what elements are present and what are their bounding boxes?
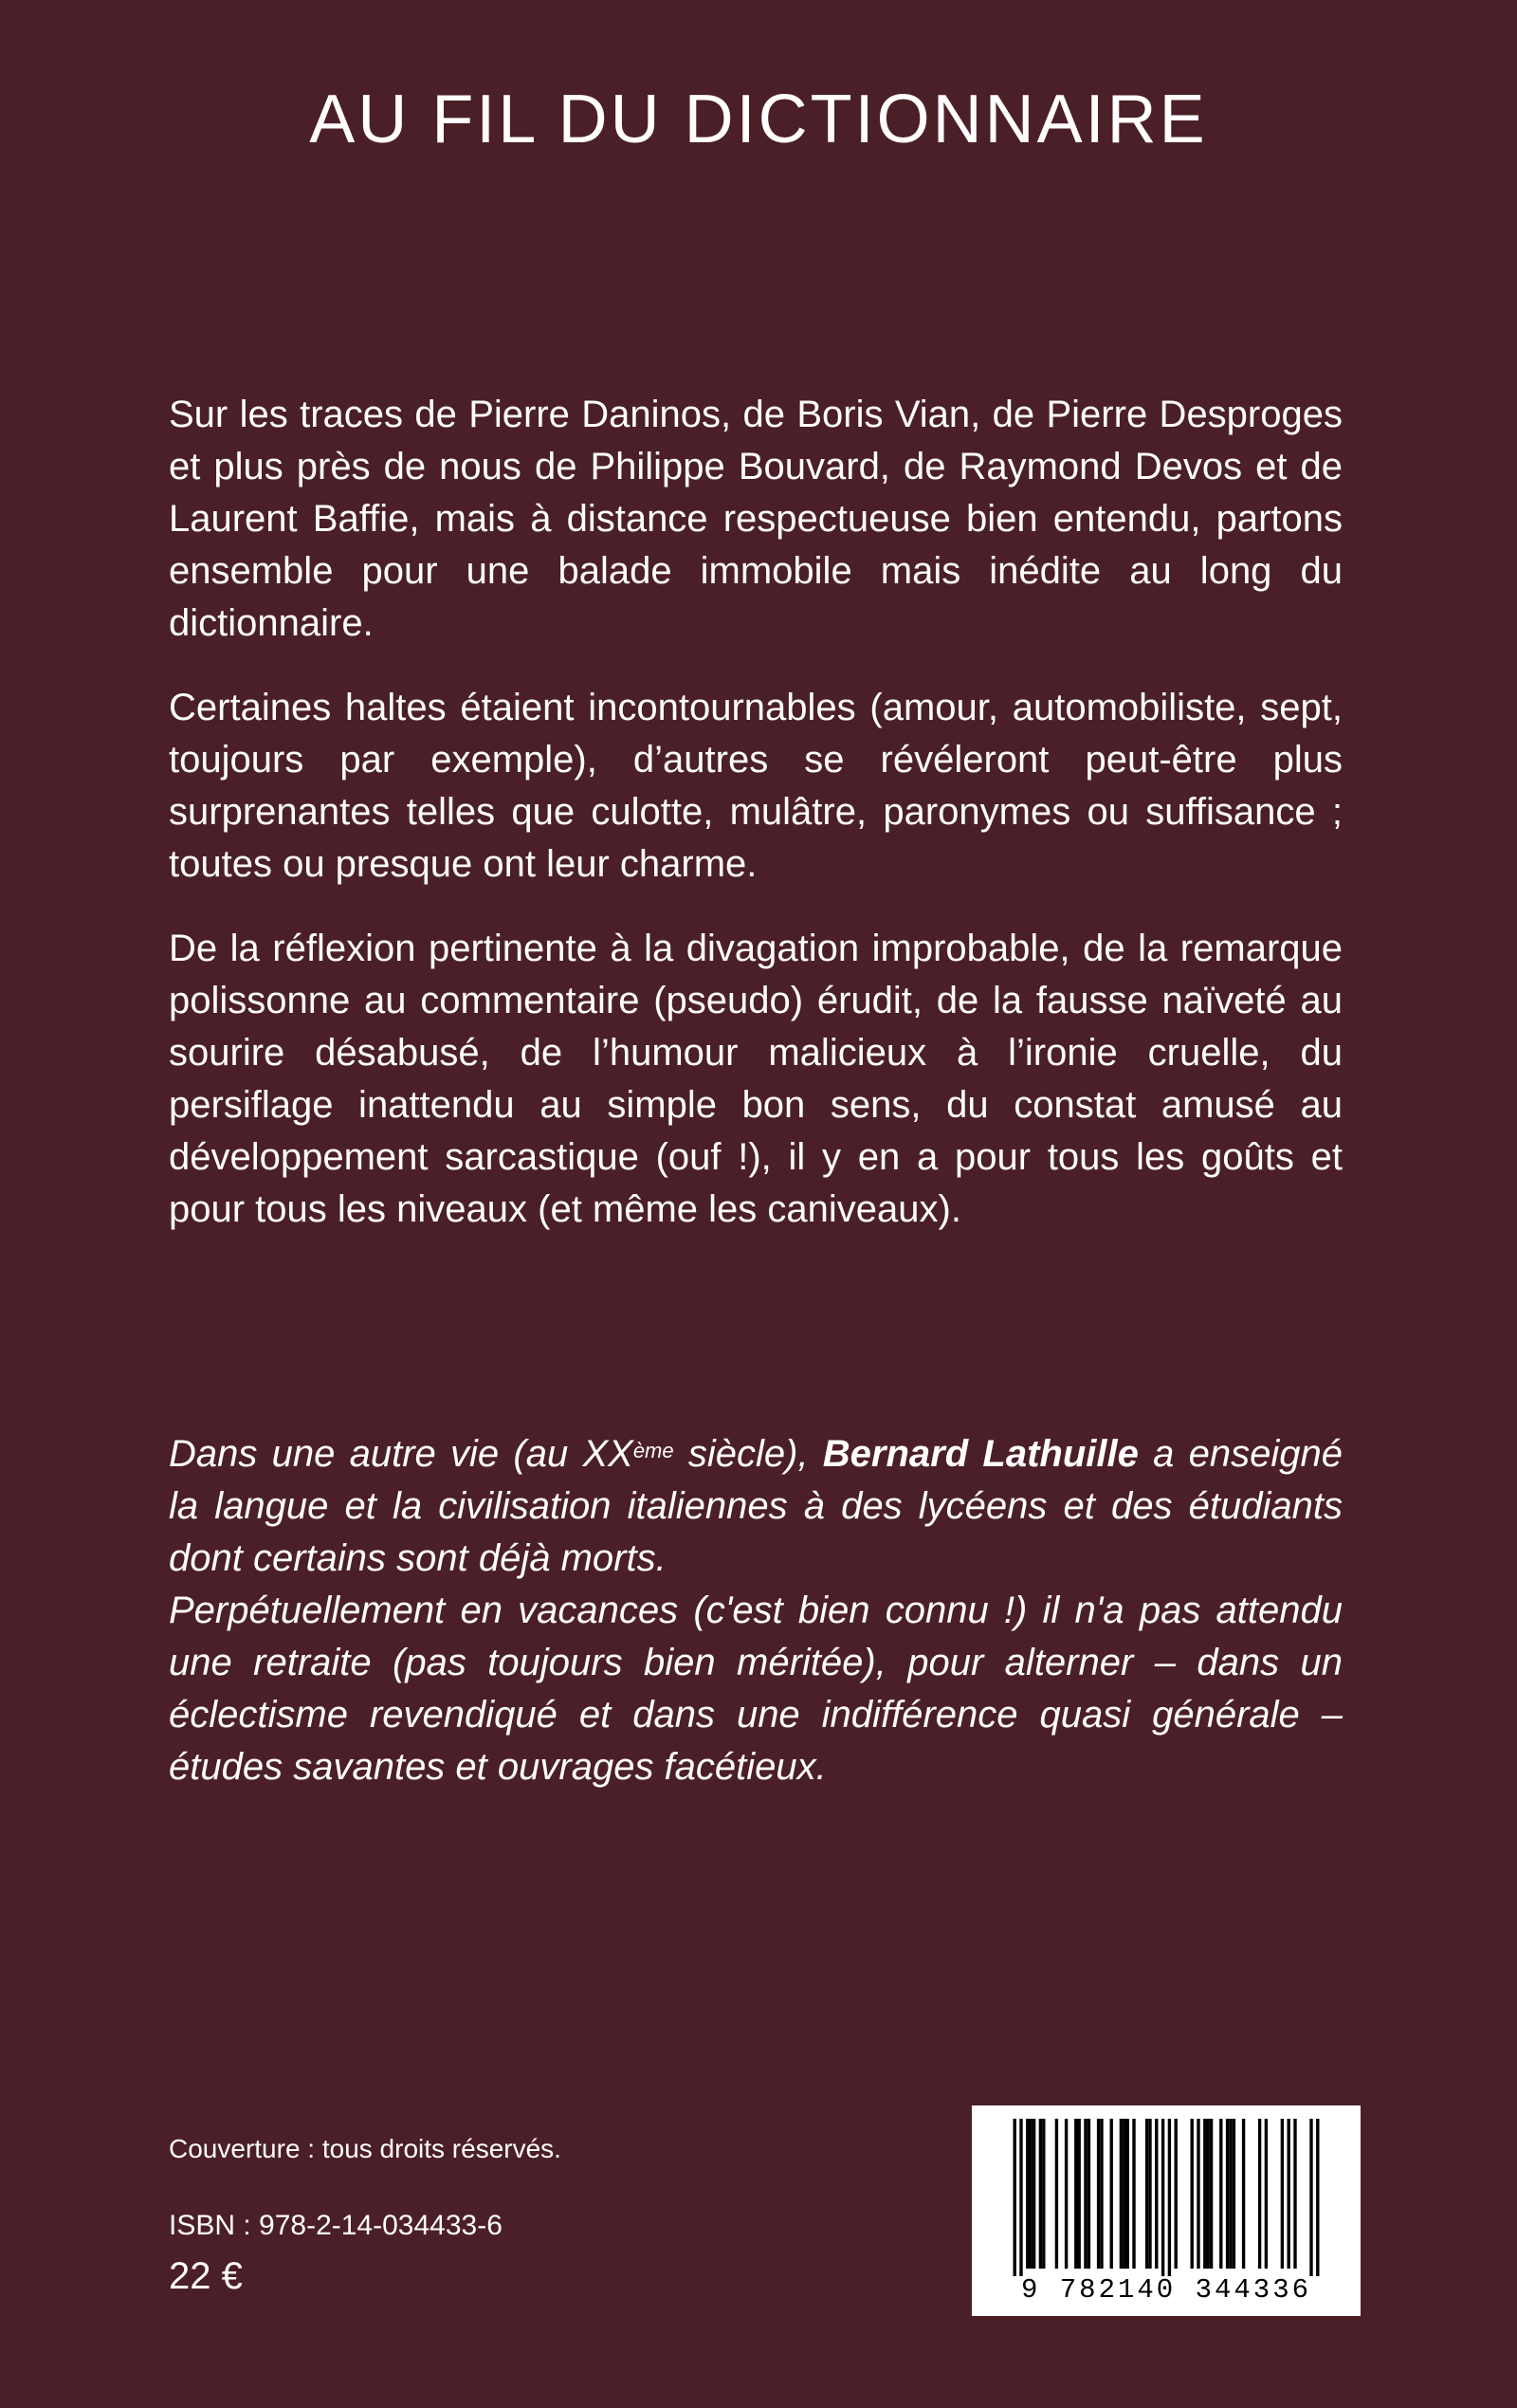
author-name: Bernard Lathuille	[822, 1433, 1139, 1475]
barcode-bar	[1226, 2119, 1229, 2269]
barcode-bar	[1168, 2119, 1171, 2276]
barcode-bar	[1033, 2119, 1035, 2269]
barcode-bar	[1019, 2119, 1022, 2276]
bio-paragraph-2: Perpétuellement en vacances (c'est bien connu !) il n'a pas attendu une retraite (pas toujours bien méritée), pour alterner – dans un éclectisme revendiqué et dans une indifférence quasi générale – études savantes et ouvrages facétieux.	[169, 1590, 1343, 1788]
barcode-bar	[1110, 2119, 1113, 2269]
blurb-paragraph-3: De la réflexion pertinente à la divagation improbable, de la remarque polissonne au commentaire (pseudo) érudit, de la fausse naïveté au sourire désabusé, de l’humour malicieux à l’ironie cruelle, du persiflage inattendu au simple bon sens, du constat amusé au développement sarcastique (ouf !), il y en a pour tous les goûts et pour tous les niveaux (et même les caniveaux).	[169, 928, 1343, 1230]
blurb	[169, 389, 1343, 1268]
barcode-bar	[1039, 2119, 1042, 2269]
bio-rest: a enseigné la langue et la civilisation italiennes à des lycéens et des étudiants dont certains sont déjà morts.	[169, 1433, 1343, 1579]
barcode-bar	[1014, 2119, 1016, 2276]
barcode-bar	[1229, 2119, 1232, 2269]
barcode-bar	[1197, 2119, 1199, 2269]
cover-credits: Couverture : tous droits réservés.	[169, 2134, 561, 2163]
barcode-bar	[1026, 2119, 1029, 2269]
barcode-bar	[1242, 2119, 1245, 2269]
barcode-bar	[1309, 2119, 1312, 2276]
barcode-bar	[1293, 2119, 1296, 2269]
barcode-bar	[1123, 2119, 1125, 2269]
barcode-bar	[1281, 2119, 1284, 2269]
barcode-bar	[1078, 2119, 1081, 2269]
bio-after-sup: siècle),	[673, 1433, 823, 1475]
bio-paragraph-1	[169, 1428, 1343, 1585]
blurb-paragraph-1: Sur les traces de Pierre Daninos, de Boris Vian, de Pierre Desproges et plus près de nous de Philippe Bouvard, de Raymond Devos et de Laurent Baffie, mais à distance respectueuse bien entendu, partons ensemble pour une balade immobile mais inédite au long du dictionnaire.	[169, 394, 1343, 644]
barcode-bar	[1084, 2119, 1087, 2269]
barcode-bar	[1288, 2119, 1290, 2269]
barcode-bar	[1191, 2119, 1194, 2269]
barcode-bar	[1055, 2119, 1058, 2269]
barcode-bar	[1120, 2119, 1123, 2269]
price: 22 €	[169, 2255, 243, 2297]
blurb-paragraph-2: Certaines haltes étaient incontournables (amour, automobiliste, sept, toujours par exemple), d’autres se révéleront peut-être plus surprenantes telles que culotte, mulâtre, paronymes ou suffisance ; toutes ou presque ont leur charme.	[169, 687, 1343, 885]
bio-intro: Dans une autre vie (au XX	[169, 1433, 633, 1475]
barcode-bar	[1097, 2119, 1100, 2269]
barcode-bar	[1042, 2119, 1045, 2269]
barcode-bar	[1100, 2119, 1103, 2269]
barcode-bar	[1126, 2119, 1129, 2269]
barcode-bar	[1258, 2119, 1261, 2269]
barcode-bar	[1145, 2119, 1148, 2269]
barcode-bar	[1087, 2119, 1090, 2269]
barcode-bar	[1074, 2119, 1077, 2269]
barcode-bar	[1175, 2119, 1178, 2269]
barcode-bar	[1148, 2119, 1151, 2269]
barcode-bar	[1132, 2119, 1135, 2269]
barcode-bar	[1207, 2119, 1210, 2269]
barcode-bar	[1265, 2119, 1268, 2269]
barcode-digits: 9 782140 344336	[1020, 2274, 1312, 2306]
barcode-bars-icon	[972, 2105, 1361, 2276]
barcode-bar	[1030, 2119, 1033, 2269]
barcode-bar	[1219, 2119, 1222, 2269]
barcode-bar	[1233, 2119, 1235, 2269]
barcode-bar	[1155, 2119, 1158, 2269]
barcode-bar	[1065, 2119, 1068, 2269]
barcode-bar	[1316, 2119, 1319, 2276]
barcode-bar	[1203, 2119, 1206, 2269]
barcode-bar	[1210, 2119, 1213, 2269]
isbn: ISBN : 978-2-14-034433-6	[169, 2210, 503, 2241]
author-bio	[169, 1428, 1343, 1793]
book-title: AU FIL DU DICTIONNAIRE	[309, 82, 1208, 157]
barcode-bar	[1161, 2119, 1164, 2276]
barcode	[972, 2105, 1361, 2316]
bio-superscript: ème	[632, 1439, 674, 1462]
